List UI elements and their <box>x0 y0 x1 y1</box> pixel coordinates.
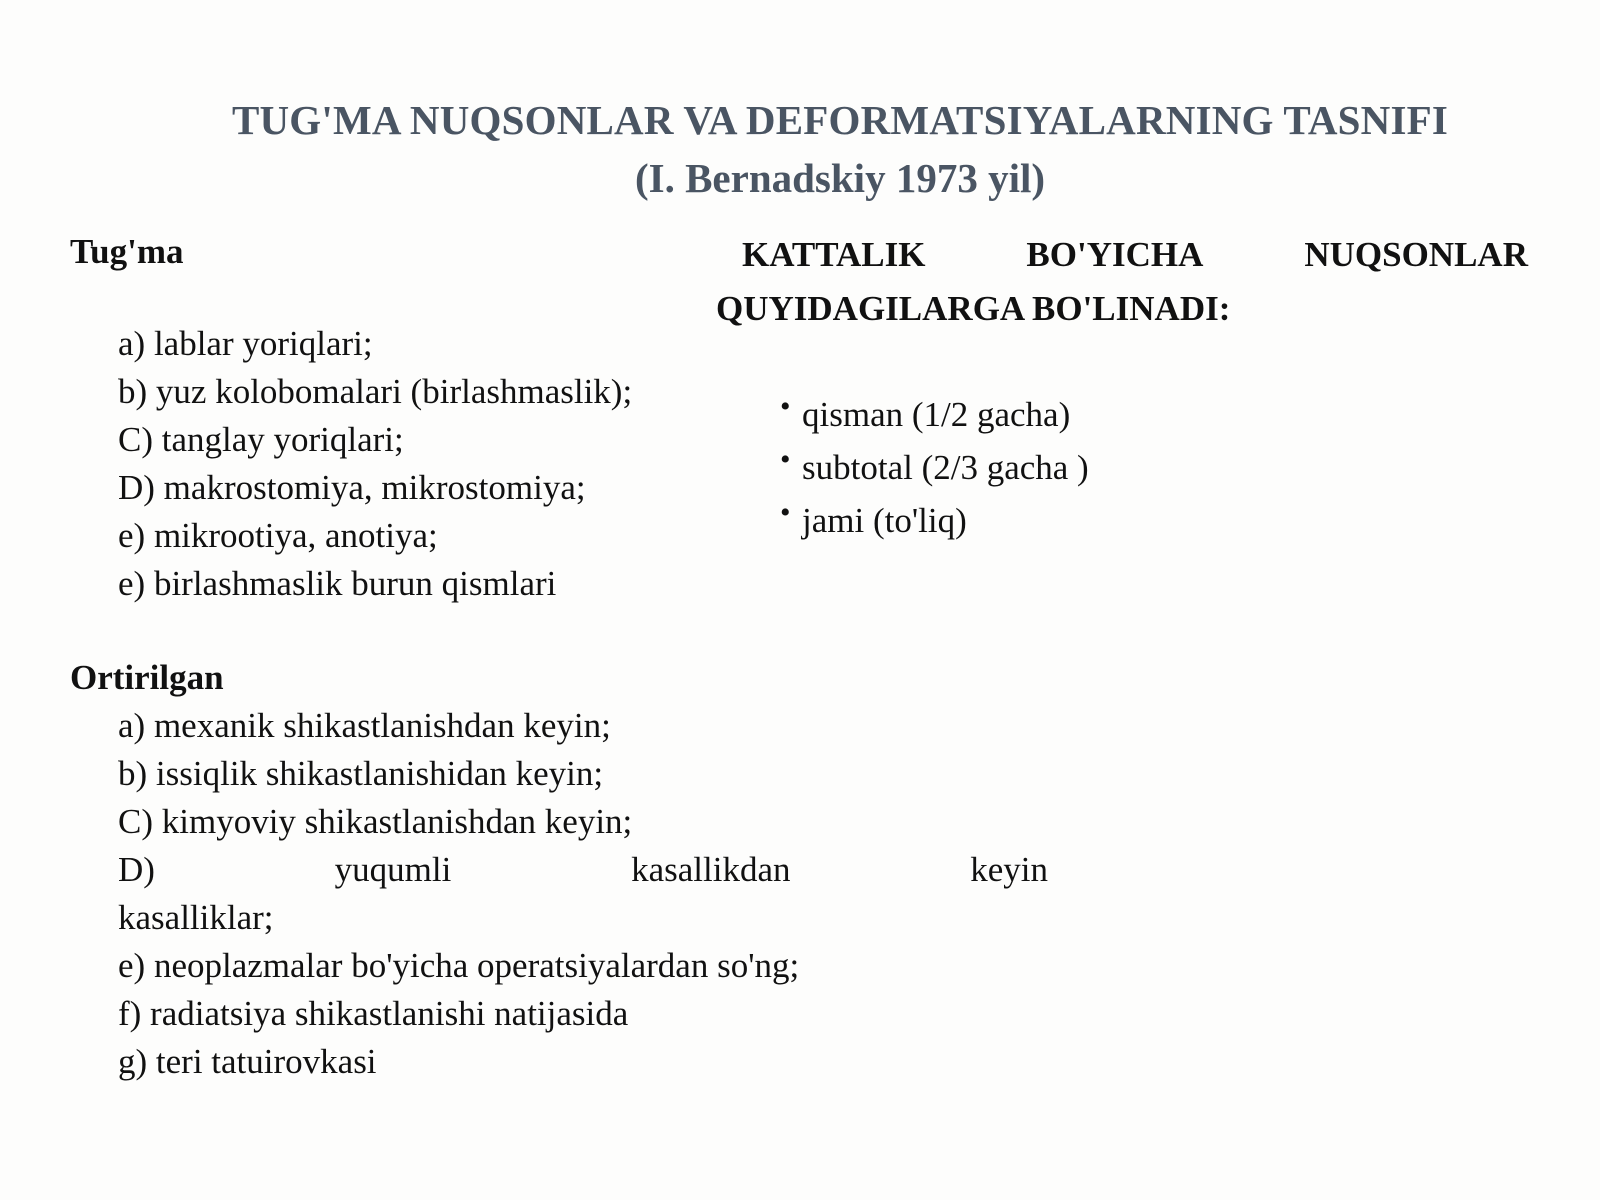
bullet-text: qisman (1/2 gacha) <box>802 395 1071 434</box>
list-item: e) mikrootiya, anotiya; <box>118 516 438 555</box>
list-item: C) kimyoviy shikastlanishdan keyin; <box>118 802 633 841</box>
bullet-icon: • <box>780 443 791 476</box>
word: D) <box>118 850 155 889</box>
justified-line <box>118 846 1048 894</box>
list-item: e) birlashmaslik burun qismlari <box>118 564 557 603</box>
list-item: g) teri tatuirovkasi <box>118 1042 377 1081</box>
bullet-icon: • <box>780 496 791 529</box>
heading-word: NUQSONLAR <box>1304 235 1528 274</box>
word: kasallikdan <box>631 850 791 889</box>
size-heading <box>716 228 1528 336</box>
bullet-icon: • <box>780 390 791 423</box>
list-item: b) yuz kolobomalari (birlashmaslik); <box>118 372 633 411</box>
list-item-justified <box>70 846 1050 894</box>
word: yuqumli <box>334 850 452 889</box>
spacer <box>70 608 1050 654</box>
size-heading-line-1 <box>716 228 1528 282</box>
congenital-heading: Tug'ma <box>70 232 184 271</box>
bullet-item <box>780 494 1528 547</box>
heading-word: BO'YICHA <box>1026 235 1204 274</box>
right-column <box>716 228 1528 547</box>
list-item: b) issiqlik shikastlanishidan keyin; <box>118 754 604 793</box>
size-heading-line-2: QUYIDAGILARGA BO'LINADI: <box>716 289 1231 328</box>
bullet-item <box>780 441 1528 494</box>
list-item: f) radiatsiya shikastlanishi natijasida <box>118 994 629 1033</box>
bullet-text: subtotal (2/3 gacha ) <box>802 448 1089 487</box>
bullet-item <box>780 388 1528 441</box>
size-list <box>780 388 1528 547</box>
list-item: a) mexanik shikastlanishdan keyin; <box>118 706 611 745</box>
title-line-1: TUG'MA NUQSONLAR VA DEFORMATSIYALARNING TASNIFI <box>231 97 1449 143</box>
list-item: D) makrostomiya, mikrostomiya; <box>118 468 586 507</box>
acquired-list <box>70 702 1050 1086</box>
list-item: C) tanglay yoriqlari; <box>118 420 404 459</box>
title-line-2: (I. Bernadskiy 1973 yil) <box>634 155 1046 201</box>
bullet-text: jami (to'liq) <box>802 501 967 540</box>
word: keyin <box>970 850 1048 889</box>
slide-title <box>160 92 1520 208</box>
acquired-heading: Ortirilgan <box>70 658 224 697</box>
list-item: e) neoplazmalar bo'yicha operatsiyalardan so'ng; <box>118 946 800 985</box>
list-item: a) lablar yoriqlari; <box>118 324 373 363</box>
list-item: kasalliklar; <box>118 898 274 937</box>
heading-word: KATTALIK <box>742 235 926 274</box>
